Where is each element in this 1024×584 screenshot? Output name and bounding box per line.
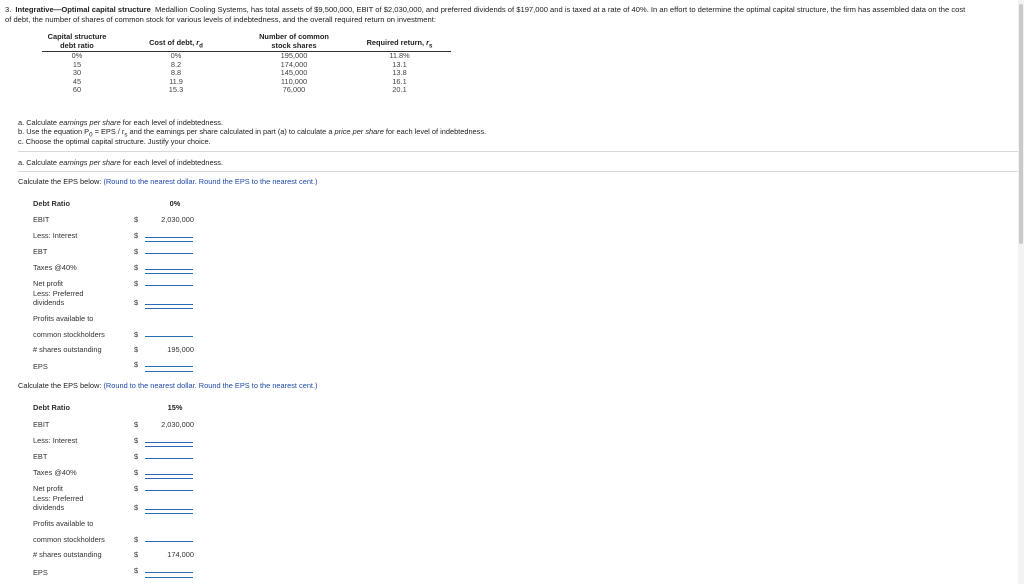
subtotal-line [145, 308, 193, 309]
debt-ratio-label: Debt Ratio [33, 403, 70, 412]
table-row: 15 8.2 174,000 13.1 [72, 59, 407, 69]
subtotal-line [145, 478, 193, 479]
header-shares: Number of common stock shares [240, 32, 348, 52]
taxes-input[interactable] [145, 261, 193, 270]
taxes-label: Taxes @40% [33, 468, 77, 477]
interest-label: Less: Interest [33, 231, 78, 240]
table-row: 60 15.3 76,000 20.1 [72, 85, 407, 94]
currency-symbol: $ [134, 247, 139, 256]
currency-symbol: $ [134, 231, 139, 240]
currency-symbol: $ [134, 420, 139, 429]
net-profit-label: Net profit [33, 279, 63, 288]
question-c: c. Choose the optimal capital structure. Justify your choice. [18, 137, 211, 146]
shares-value: 174,000 [167, 550, 194, 559]
taxes-input[interactable] [145, 466, 193, 475]
currency-symbol: $ [134, 360, 139, 369]
interest-label: Less: Interest [33, 436, 78, 445]
table-row: 0% 0% 195,000 11.8% [71, 51, 410, 60]
header-debt-ratio: Capital structure debt ratio [42, 32, 112, 52]
currency-symbol: $ [134, 550, 139, 559]
currency-symbol: $ [134, 503, 139, 512]
profits-available-input[interactable] [145, 328, 193, 337]
header-required-return: Required return, $r_s$ [348, 32, 451, 52]
divider [18, 171, 1018, 172]
debt-ratio-value: 15% [167, 403, 183, 412]
currency-symbol: $ [134, 452, 139, 461]
shares-value: 195,000 [167, 345, 194, 354]
eps-label: EPS [33, 568, 48, 577]
available-label-1: Profits available to [33, 314, 94, 323]
available-label-2: common stockholders [33, 330, 105, 339]
scrollbar[interactable] [1018, 0, 1024, 584]
currency-symbol: $ [134, 345, 139, 354]
eps-input[interactable] [145, 564, 193, 573]
taxes-label: Taxes @40% [33, 263, 77, 272]
preferred-dividends-input[interactable] [145, 296, 193, 305]
currency-symbol: $ [134, 436, 139, 445]
instruction-1: Calculate the EPS below: (Round to the nearest dollar. Round the EPS to the nearest cent.) [18, 177, 318, 186]
shares-label: # shares outstanding [33, 345, 102, 354]
debt-ratio-label: Debt Ratio [33, 199, 70, 208]
ebit-value: 2,030,000 [161, 215, 194, 224]
ebit-value: 2,030,000 [161, 420, 194, 429]
ebt-label: EBT [33, 247, 48, 256]
part-a-heading: a. Calculate earnings per share for each level of indebtedness. [18, 158, 224, 167]
preferred-label-2: dividends [33, 503, 65, 512]
capital-structure-table [42, 32, 451, 95]
subtotal-line [145, 241, 193, 242]
problem-number: 3. [5, 5, 12, 14]
table-row: 45 11.9 110,000 16.1 [72, 76, 407, 86]
scrollbar-thumb[interactable] [1019, 4, 1023, 244]
question-b: b. Use the equation $P_0$ = EPS / $r_s$ and the earnings per share calculated in part (a) to calculate a price per share for each level of indebtedness. [18, 127, 487, 139]
debt-ratio-value: 0% [169, 199, 181, 208]
currency-symbol: $ [134, 535, 139, 544]
net-profit-label: Net profit [33, 484, 63, 493]
ebit-label: EBIT [33, 420, 50, 429]
profits-available-input[interactable] [145, 533, 193, 542]
problem-statement [5, 5, 1015, 25]
subtotal-line [145, 513, 193, 514]
currency-symbol: $ [134, 215, 139, 224]
double-underline [145, 371, 193, 372]
currency-symbol: $ [134, 566, 139, 575]
shares-label: # shares outstanding [33, 550, 102, 559]
preferred-dividends-input[interactable] [145, 501, 193, 510]
interest-input[interactable] [145, 229, 193, 238]
table-row: 30 8.8 145,000 13.8 [72, 68, 407, 77]
question-a: a. Calculate earnings per share for each level of indebtedness. [18, 118, 224, 127]
currency-symbol: $ [134, 263, 139, 272]
available-label-1: Profits available to [33, 519, 94, 528]
preferred-label-1: Less: Preferred [33, 494, 84, 503]
double-underline [145, 577, 193, 578]
currency-symbol: $ [134, 298, 139, 307]
subtotal-line [145, 446, 193, 447]
subtotal-line [145, 273, 193, 274]
ebit-label: EBIT [33, 215, 50, 224]
eps-input[interactable] [145, 358, 193, 367]
currency-symbol: $ [134, 279, 139, 288]
preferred-label-1: Less: Preferred [33, 289, 84, 298]
divider [18, 151, 1018, 152]
header-cost-of-debt: Cost of debt, $r_d$ [112, 32, 240, 52]
ebt-input[interactable] [145, 245, 193, 254]
problem-title: Integrative—Optimal capital structure [15, 5, 151, 14]
net-profit-input[interactable] [145, 482, 193, 491]
currency-symbol: $ [134, 484, 139, 493]
ebt-input[interactable] [145, 450, 193, 459]
currency-symbol: $ [134, 468, 139, 477]
preferred-label-2: dividends [33, 298, 65, 307]
problem-text-line2: of debt, the number of shares of common stock for various levels of indebtedness, and the overall required return on investment: [5, 15, 436, 24]
available-label-2: common stockholders [33, 535, 105, 544]
currency-symbol: $ [134, 330, 139, 339]
eps-label: EPS [33, 362, 48, 371]
ebt-label: EBT [33, 452, 48, 461]
instruction-2: Calculate the EPS below: (Round to the nearest dollar. Round the EPS to the nearest cent.) [18, 381, 318, 390]
interest-input[interactable] [145, 434, 193, 443]
net-profit-input[interactable] [145, 277, 193, 286]
problem-text-line1: Medallion Cooling Systems, has total assets of $9,500,000, EBIT of $2,030,000, and preferred dividends of $197,000 and is taxed at a rate of 40%. In an effort to determine the optimal capital structure, the firm has assembled data on the cost [155, 5, 966, 14]
